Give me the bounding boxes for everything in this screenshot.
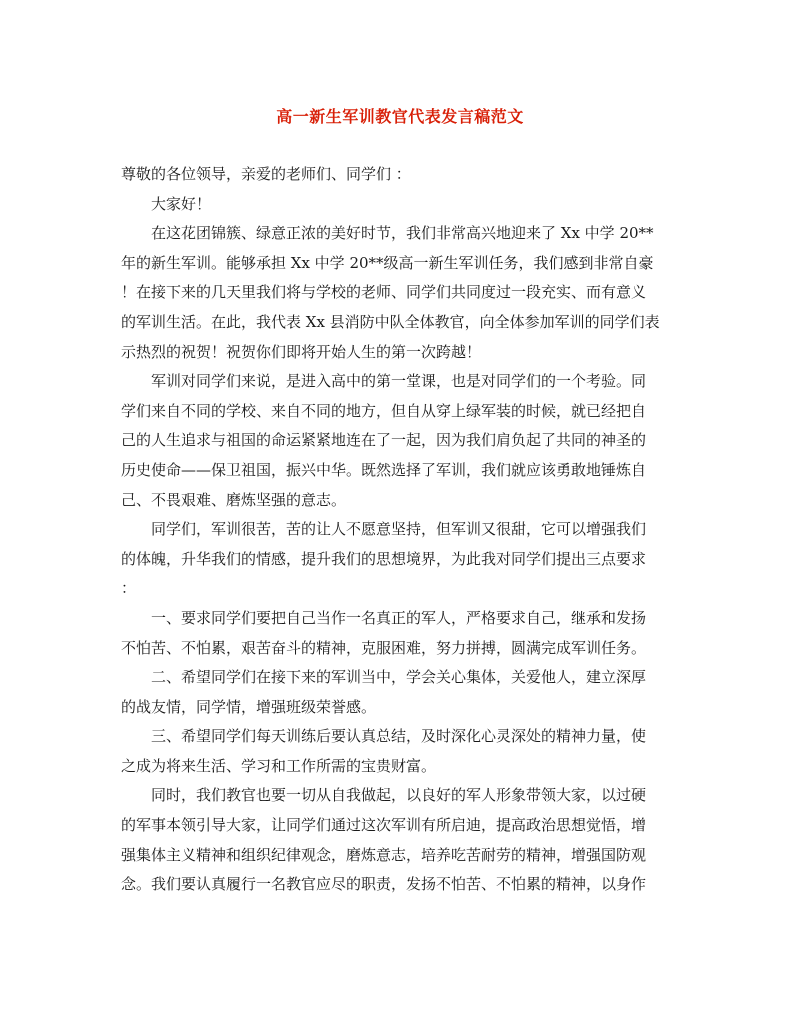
document-body: [121, 160, 681, 900]
text-line: 年的新生军训。能够承担 Xx 中学 20**级高一新生军训任务，我们感到非常自豪: [121, 253, 654, 272]
text-line: 大家好！: [151, 194, 212, 213]
text-line: 在这花团锦簇、绿意正浓的美好时节，我们非常高兴地迎来了 Xx 中学 20**: [151, 224, 654, 243]
document-title: 高一新生军训教官代表发言稿范文: [276, 107, 524, 126]
text-line: 二、希望同学们在接下来的军训当中，学会关心集体，关爱他人，建立深厚: [151, 668, 647, 687]
text-line: 之成为将来生活、学习和工作所需的宝贵财富。: [121, 756, 437, 775]
text-line: 示热烈的祝贺！祝贺你们即将开始人生的第一次跨越！: [121, 342, 482, 361]
text-line: 军训对同学们来说，是进入高中的第一堂课，也是对同学们的一个考验。同: [151, 372, 647, 391]
text-line: 不怕苦、不怕累，艰苦奋斗的精神，克服困难，努力拼搏，圆满完成军训任务。: [121, 638, 647, 657]
text-line: 尊敬的各位领导，亲爱的老师们、同学们 ：: [121, 165, 411, 183]
text-line: 三、希望同学们每天训练后要认真总结，及时深化心灵深处的精神力量，使: [151, 727, 647, 746]
text-line: ：: [121, 579, 137, 598]
text-line: 的体魄，升华我们的情感，提升我们的思想境界，为此我对同学们提出三点要求: [121, 549, 647, 568]
text-line: 强集体主义精神和组织纪律观念，磨炼意志，培养吃苦耐劳的精神，增强国防观: [121, 845, 647, 864]
text-line: 己的人生追求与祖国的命运紧紧地连在了一起，因为我们肩负起了共同的神圣的: [121, 431, 647, 450]
text-line: 学们来自不同的学校、来自不同的地方，但自从穿上绿军装的时候，就已经把自: [121, 401, 647, 420]
text-line: 的军事本领引导大家，让同学们通过这次军训有所启迪，提高政治思想觉悟，增: [121, 816, 647, 835]
text-line: 念。我们要认真履行一名教官应尽的职责，发扬不怕苦、不怕累的精神，以身作: [121, 875, 647, 894]
text-line: ！在接下来的几天里我们将与学校的老师、同学们共同度过一段充实、而有意义: [121, 283, 647, 302]
text-line: 的战友情，同学情，增强班级荣誉感。: [121, 697, 377, 716]
text-line: 的军训生活。在此，我代表 Xx 县消防中队全体教官，向全体参加军训的同学们表: [121, 312, 660, 331]
text-line: 己、不畏艰难、磨炼坚强的意志。: [121, 490, 347, 509]
text-line: 同学们，军训很苦，苦的让人不愿意坚持，但军训又很甜，它可以增强我们: [151, 520, 647, 539]
text-line: 同时，我们教官也要一切从自我做起，以良好的军人形象带领大家，以过硬: [151, 786, 647, 805]
text-line: 历史使命——保卫祖国，振兴中华。既然选择了军训，我们就应该勇敢地锤炼自: [121, 460, 647, 479]
text-line: 一、要求同学们要把自己当作一名真正的军人，严格要求自己，继承和发扬: [151, 608, 647, 627]
